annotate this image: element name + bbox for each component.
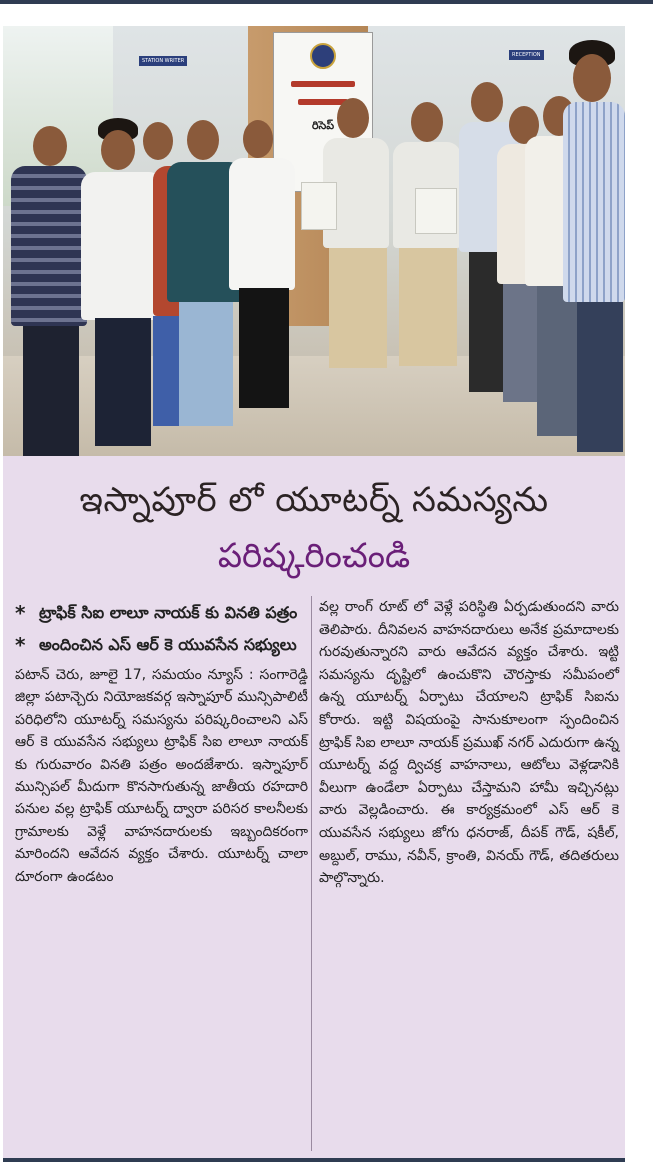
bullet-marker: * xyxy=(15,633,26,657)
station-writer-tag: STATION WRITER xyxy=(139,56,187,66)
article-body-left: పటాన్ చెరు, జూలై 17, సమయం న్యూస్ : సంగారెడ్డి జిల్లా పటాన్చెరు నియోజకవర్గ ఇస్నాపూర్ మున్సిపాలిటీ పరిధిలోని యూటర్న్ సమస్యను పరిష్కరించాలని ఎస్ ఆర్ కె యువసేన సభ్యులు ట్రాఫిక్ సిఐ లాలూ నాయక్ కు గురువారం వినతి పత్రం అందజేశారు. ఇస్నాపూర్ మున్సిపల్ మీదుగా కొనసాగుతున్న జాతీయ రహదారి పనుల వల్ల ట్రాఫిక్ యూటర్న్ ద్వారా పరిసర కాలనీలకు గ్రామాలకు వెళ్లే వాహనదారులకు ఇబ్బందికరంగా మారిందని ఆవేదన వ్యక్తం చేశారు. యూటర్న్ చాలా దూరంగా ఉండటం xyxy=(15,667,308,885)
bullet-text: ట్రాఫిక్ సిఐ లాలూ నాయక్ కు వినతి పత్రం xyxy=(39,603,298,622)
headline-line1: ఇస్నాపూర్ లో యూటర్న్ సమస్యను xyxy=(79,480,549,520)
bullet-marker: * xyxy=(15,601,26,625)
top-rule xyxy=(0,0,653,4)
headline-line2: పరిష్కరించండి xyxy=(217,536,411,576)
reception-tag: RECEPTION xyxy=(509,50,544,60)
article-right-column xyxy=(319,596,619,890)
petition-paper xyxy=(415,188,457,234)
column-divider xyxy=(311,596,312,1151)
bullet-text: అందించిన ఎస్ ఆర్ కె యువసేన సభ్యులు xyxy=(39,635,297,654)
article-left-column xyxy=(15,600,308,888)
bottom-rule xyxy=(3,1158,625,1162)
sign-board-text: రిసెప్ xyxy=(311,119,335,132)
sign-line xyxy=(291,81,355,87)
bullet-item xyxy=(15,632,308,658)
article-panel xyxy=(3,456,625,1158)
bullet-item xyxy=(15,600,308,626)
news-photo xyxy=(3,26,625,456)
petition-paper xyxy=(301,182,337,230)
police-emblem-icon xyxy=(310,43,336,69)
article-body-right: వల్ల రాంగ్ రూట్ లో వెళ్లే పరిస్థితి ఏర్పడుతుందని వారు తెలిపారు. దీనివలన వాహనదారులు అనేక ప్రమాదాలకు గురవుతున్నారని వారు ఆవేదన వ్యక్తం చేశారు. ఇట్టి సమస్యను దృష్టిలో ఉంచుకొని చౌరస్తాకు సమీపంలో ఉన్న యూటర్న్ ఏర్పాటు చేయాలని ట్రాఫిక్ సిఐను కోరారు. ఇట్టి విషయంపై సానుకూలంగా స్పందించిన ట్రాఫిక్ సిఐ లాలూ నాయక్ ప్రముఖ్ నగర్ ఎదురుగా ఉన్న యూటర్న్ వద్ద ద్విచక్ర వాహనాలు, ఆటోలు వెళ్లడానికి వీలుగా ఉండేలా ఏర్పాటు చేస్తామని హామీ ఇచ్చినట్లు వారు వెల్లడించారు. ఈ కార్యక్రమంలో ఎస్ ఆర్ కె యువసేన సభ్యులు జోగు ధనరాజ్, దీపక్ గౌడ్, షకీల్, అబ్దుల్, రాము, నవీన్, క్రాంతి, వినయ్ గౌడ్, తదితరులు పాల్గొన్నారు. xyxy=(319,599,619,887)
